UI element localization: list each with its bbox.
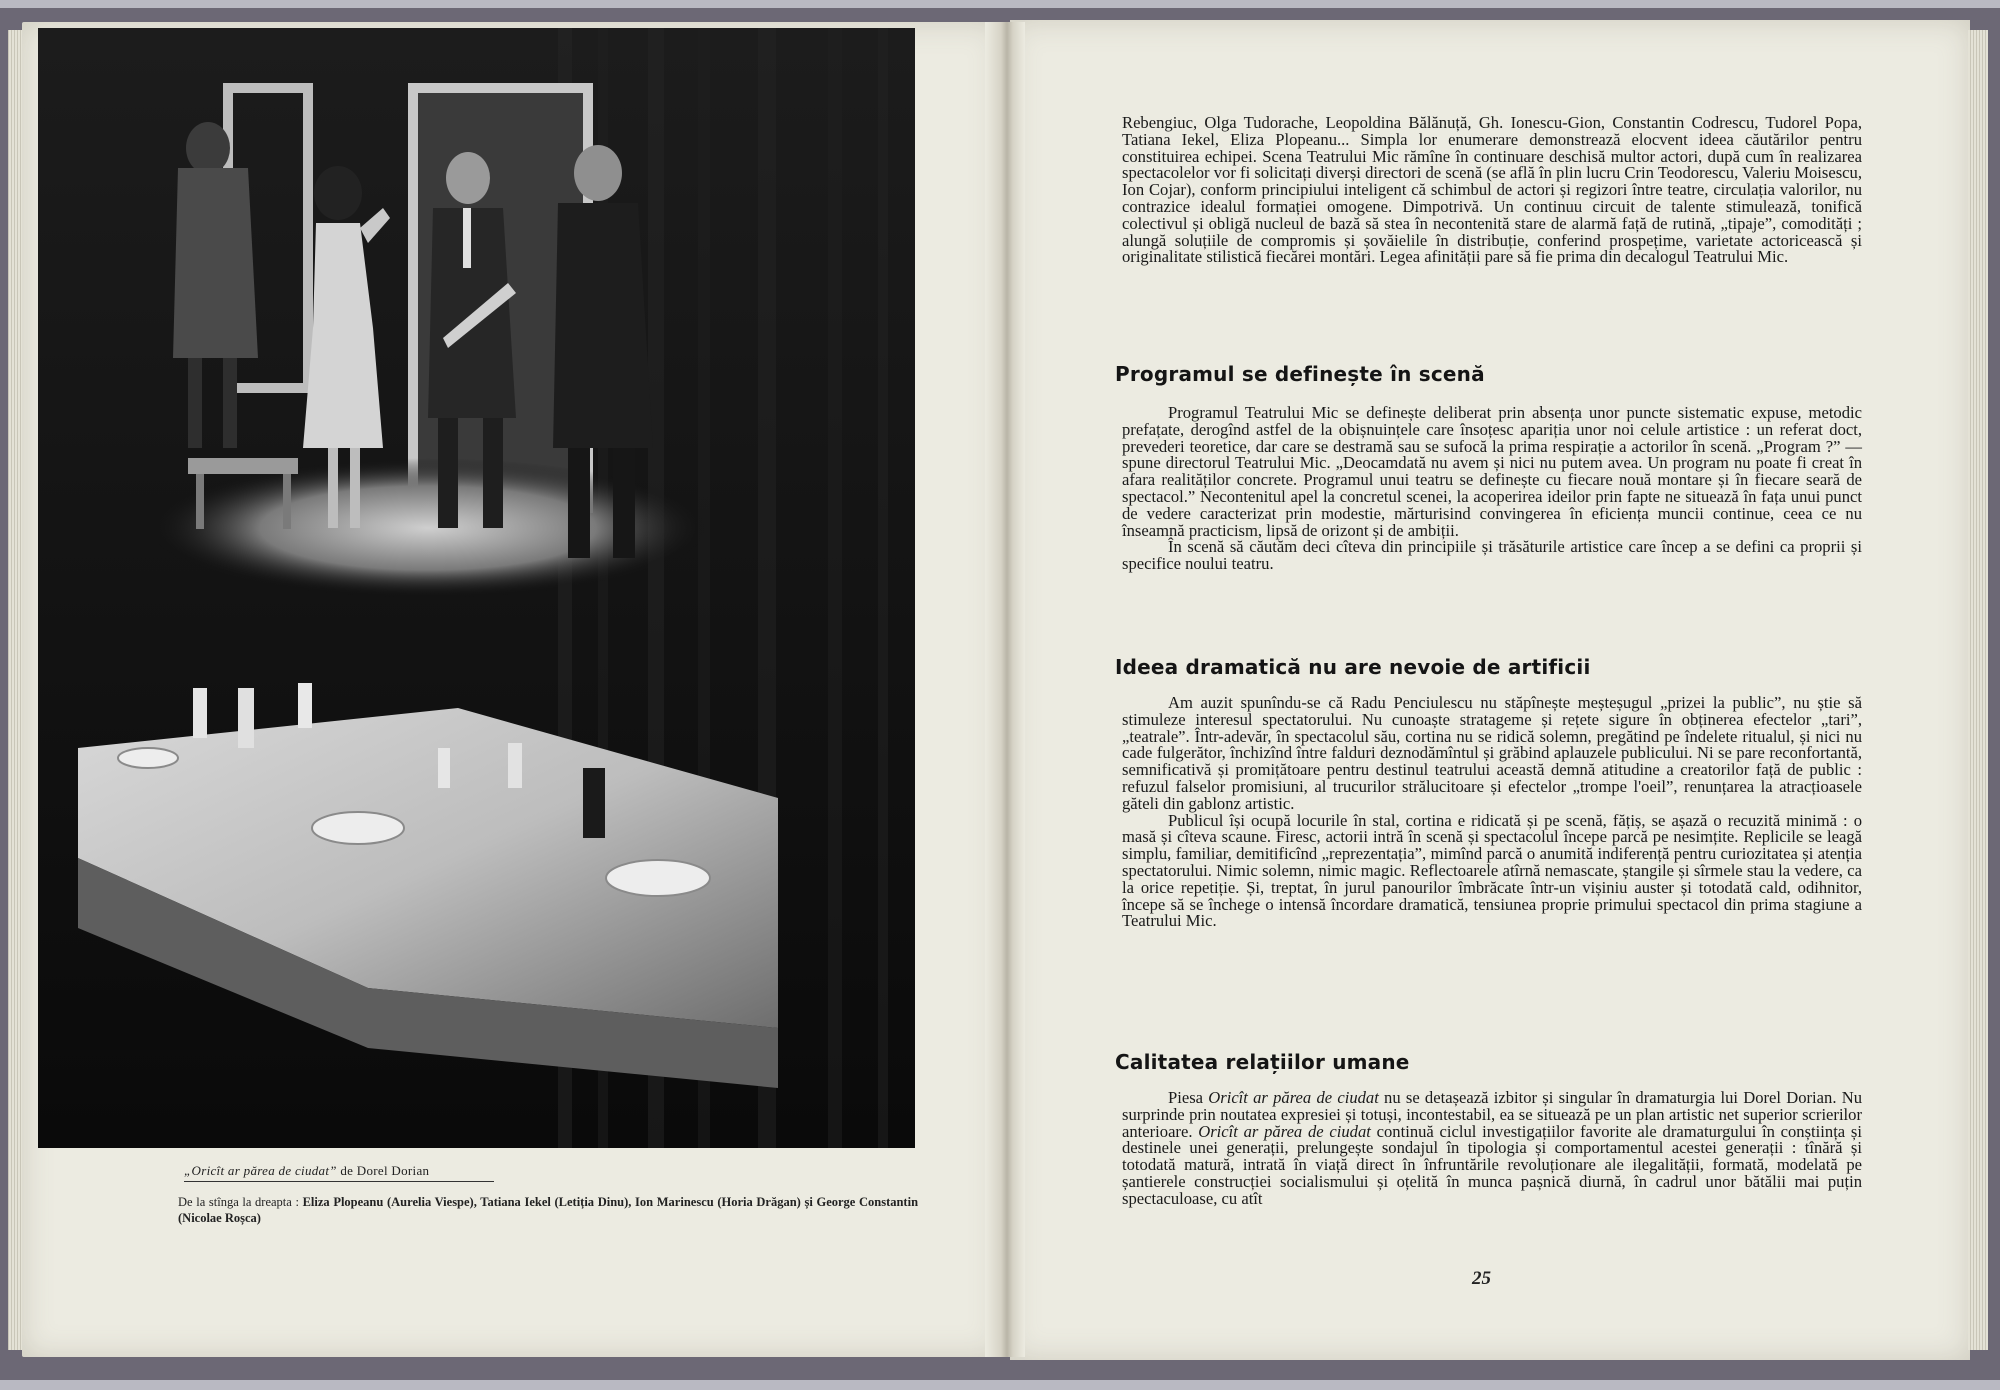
cast-actor: Eliza Plopeanu [302,1195,384,1209]
text-run: continuă ciclul investigațiilor favorite ale dramaturgului în conștiința și destinele unei generații, prelungește sondajul în tipologia și comportamentul acestei generații : tînără și totodată matură, intrată în viață direct în înfruntările revoluționare ale ilegalității, formată, modelată pe șantierele construcției socialismului și oțelită în munca pașnică diurnă, în cadrul unor bătălii mai puțin spectaculoase, cu atît [1122,1121,1862,1208]
section-heading-idea: Ideea dramatică nu are nevoie de artificii [1115,655,1591,679]
section-program-block [1122,405,1862,573]
text-run: Piesa [1168,1088,1209,1107]
idea-paragraph-1: Am auzit spunîndu-se că Radu Penciulescu nu stăpînește meșteșugul „prizei la public”, nu știe să stimuleze interesul spectatorului. Nu cunoaște stratageme și rețete sigure în obținerea efectelor „tari”, „teatrale”. Într-adevăr, în spectacolul său, cortina nu se ridică solemn, pregătind pe îndelete ritualul, și nici nu cade fulgerător, închizînd între falduri deznodămîntul și grăbind aplauzele publicului. Ni se pare reconfortantă, semnificativă și promițătoare pentru destinul teatrului această demnă atitudine a creatorilor față de public : refuzul falselor promisiuni, al trucurilor strălucitoare și efectelor „trompe l'oeil”, renunțarea la atracțioasele găteli din gablonz artistic. [1122,693,1862,813]
photo-caption-cast [178,1194,918,1226]
play-title: Oricît ar părea de ciudat [1198,1121,1371,1141]
cast-actor: și George Constantin [804,1195,919,1209]
cast-role: (Nicolae Roșca) [178,1211,261,1225]
cast-role: (Horia Drăgan) [713,1195,805,1209]
cast-role: (Letiția Dinu), [550,1195,636,1209]
section-idea-block [1122,695,1862,930]
section-relations-block [1122,1090,1862,1208]
caption-underline [184,1181,494,1182]
stage-photograph [38,28,915,1148]
relations-paragraph-1 [1122,1090,1862,1208]
book-gutter [985,22,1025,1357]
caption-play-title: „Oricît ar părea de ciudat” [184,1163,337,1178]
cast-actor: Ion Marinescu [635,1195,714,1209]
cast-role: (Aurelia Viespe), [383,1195,481,1209]
idea-paragraph-2: Publicul își ocupă locurile în stal, cortina e ridicată și pe scenă, fățiș, se așază o recuzită minimă : o masă și cîteva scaune. Firesc, actorii intră în scenă și spectacolul începe parcă pe nesimțite. Replicile se leagă simplu, familiar, demitificînd „reprezentația”, mimînd parcă o anumită indiferență pentru curiozitatea și atenția spectatorului. Nimic solemn, nimic magic. Reflectoarele atîrnă nemascate, ștangile și sîrmele stau la vedere, ca la orice repetiție. Și, treptat, în jurul panourilor îmbrăcate într-un vișiniu auster și totodată cald, odihnitor, începe să se închege o intensă încordare dramatică, tensiunea proprie primului spectacol din prima stagiune a Teatrului Mic. [1122,810,1862,931]
cast-actor: Tatiana Iekel [480,1195,551,1209]
intro-paragraph: Rebengiuc, Olga Tudorache, Leopoldina Bălănuță, Gh. Ionescu-Gion, Constantin Codrescu, Tudorel Popa, Tatiana Iekel, Eliza Plopeanu... Simpla lor enumerare demonstrează elocvent ideea căutărilor pentru constituirea echipei. Scena Teatrului Mic rămîne în continuare deschisă multor actori, după cum în realizarea spectacolelor vor fi solicitați diverși directori de scenă (se află în plin lucru Crin Teodorescu, Valeriu Moisescu, Ion Cojar), conform principiului inteligent că schimbul de actori și regizori între teatre, circulația valorilor, nu contrazice idealul formației omogene. Dimpotrivă. Un continuu circuit de talente stimulează, tonifică colectivul și obligă nucleul de bază să stea în necontenită stare de alarmă față de rutină, „tipaje”, comodități ; alungă soluțiile de compromis și șovăielile în distribuție, conferind prospețime, varietate actoricească și originalitate stilistică fiecărei montări. Legea afinității pare să fie prima din decalogul Teatrului Mic. [1122,113,1862,267]
program-paragraph-1: Programul Teatrului Mic se definește deliberat prin absența unor puncte sistematic expuse, metodic prefațate, derogînd astfel de la obișnuințele care însoțesc apariția unor noi celule artistice : un referat doct, prevederi teoretice, dar care se destramă sau se sufocă la prima respirație a actorilor în scenă. „Program ?” — spune directorul Teatrului Mic. „Deocamdată nu avem și nici nu putem avea. Un program nu poate fi creat în afara realităților concrete. Programul unui teatru se definește cu fiecare nouă montare și în fiecare seară de spectacol.” Necontenitul apel la concretul scenei, la acoperirea ideilor prin fapte ne situează în fața unui punct de vedere caracterizat prin modestie, mărturisind convingerea în eficiența muncii continue, ceea ce nu înseamnă practicism, lipsă de orizont și de ambiții. [1122,403,1862,540]
right-page-edges [1968,30,1988,1350]
cast-intro: De la stînga la dreapta : [178,1195,303,1209]
section-heading-relations: Calitatea relațiilor umane [1115,1050,1410,1074]
play-title: Oricît ar părea de ciudat [1208,1088,1379,1107]
text-run: nu se detașează izbitor și singular în dramaturgia lui Dorel Dorian. Nu surprinde prin noutatea expresiei și totuși, incontestabil, ea se situează pe un plan artistic net superior scrierilor anterioare. [1122,1088,1862,1141]
photo-caption-title [184,1163,944,1179]
page-number: 25 [1472,1268,1491,1289]
intro-paragraph-block [1122,115,1862,266]
section-heading-program: Programul se definește în scenă [1115,362,1485,386]
caption-author: de Dorel Dorian [336,1163,430,1178]
program-paragraph-2: În scenă să căutăm deci cîteva din principiile și trăsăturile artistice care încep a se defini ca proprii și specifice noului teatru. [1122,537,1862,574]
